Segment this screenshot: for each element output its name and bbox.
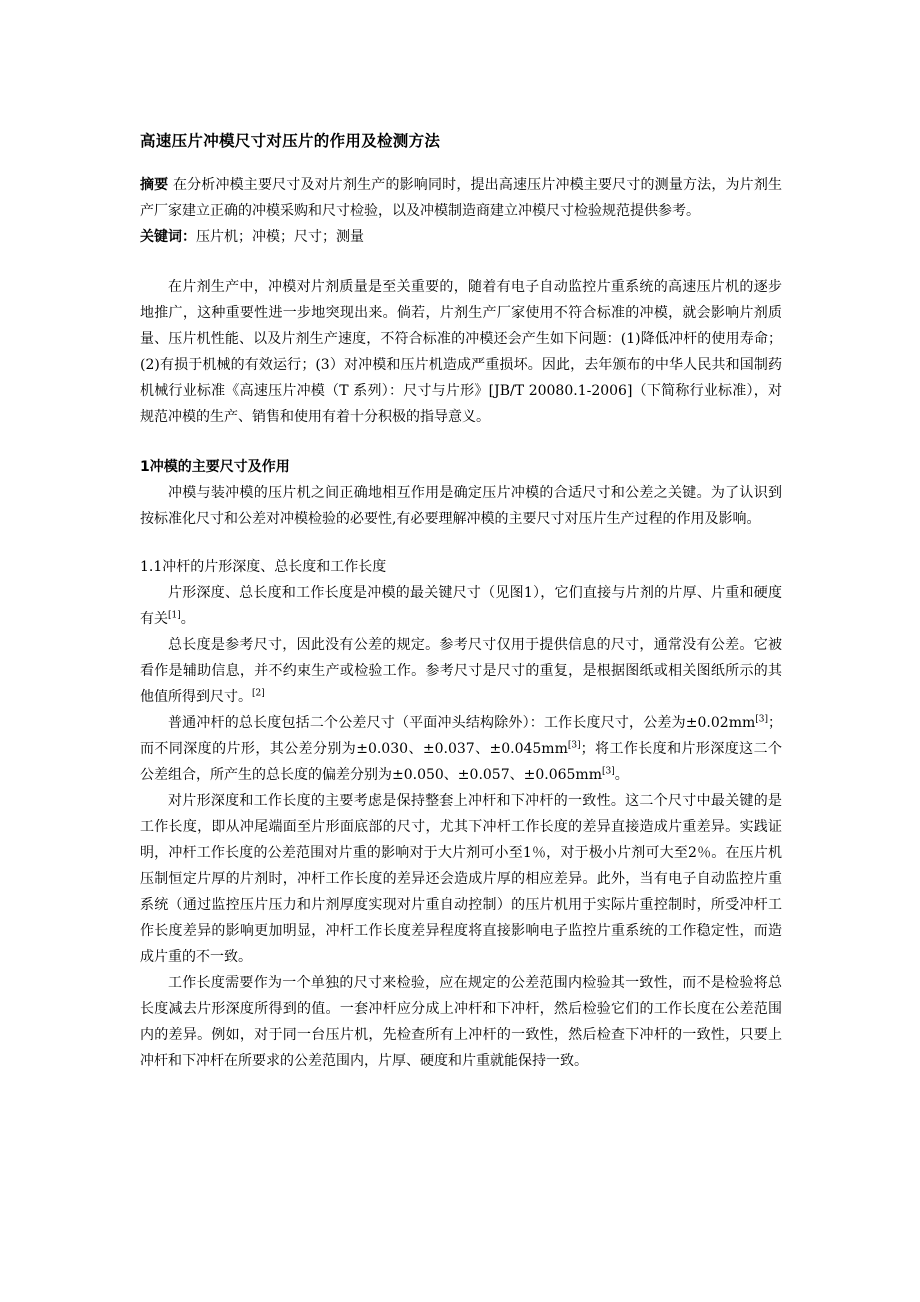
section-1-1-paragraph-4: 对片形深度和工作长度的主要考虑是保持整套上冲杆和下冲杆的一致性。这二个尺寸中最关键的是工作长度，即从冲尾端面至片形面底部的尺寸，尤其下冲杆工作长度的差异直接造成片重差异。实践证明，冲杆工作长度的公差范围对片重的影响对于大片剂可小至1％，对于极小片剂可大至2％。在压片机压制恒定片厚的片剂时，冲杆工作长度的差异还会造成片厚的相应差异。此外，当有电子自动监控片重系统（通过监控压片压力和片剂厚度实现对片重自动控制）的压片机用于实际片重控制时，所受冲杆工作长度差异的影响更加明显，冲杆工作长度差异程度将直接影响电子监控片重系统的工作稳定性，而造成片重的不一致。 [140,793,782,965]
intro-paragraph: 在片剂生产中，冲模对片剂质量是至关重要的，随着有电子自动监控片重系统的高速压片机的逐步地推广，这种重要性进一步地突现出来。倘若，片剂生产厂家使用不符合标准的冲模，就会影响片剂质量、压片机性能、以及片剂生产速度，不符合标准的冲模还会产生如下问题：(1)降低冲杆的使用寿命；(2)有损于机械的有效运行；(3）对冲模和压片机造成严重损坏。因此，去年颁布的中华人民共和国制药机械行业标准《高速压片冲模（T 系列）：尺寸与片形》[JB/T 20080.1-2006]（下简称行业标准），对规范冲模的生产、销售和使用有着十分积极的指导意义。 [140,279,782,425]
keywords-text: 压片机；冲模；尺寸；测量 [196,229,364,245]
p3-text-d: 。 [614,767,629,783]
abstract-label: 摘要 [140,177,169,193]
p3-text-a: 普通冲杆的总长度包括二个公差尺寸（平面冲头结构除外）：工作长度尺寸，公差为±0.02mm [168,715,756,731]
citation-ref: [3] [567,740,581,751]
section-1-1-paragraph-1 [140,580,782,632]
section-1-1-heading: 1.1冲杆的片形深度、总长度和工作长度 [140,559,387,575]
p2-text: 总长度是参考尺寸，因此没有公差的规定。参考尺寸仅用于提供信息的尺寸，通常没有公差。它被看作是辅助信息，并不约束生产或检验工作。参考尺寸是尺寸的重复，是根据图纸或相关图纸所示的其他值所得到尺寸。 [140,637,782,705]
citation-ref: [3] [755,714,768,725]
keywords [140,224,782,250]
abstract [140,172,782,224]
p3-text-c: ；将工作长度和片形深度这二个公差组合，所产生的总长度的偏差分别为±0.050、±0.057、±0.065mm [140,741,782,783]
p3-text-b: ；而不同深度的片形，其公差分别为±0.030、±0.037、±0.045mm [140,715,782,757]
document-title: 高速压片冲模尺寸对压片的作用及检测方法 [140,132,441,150]
p1-end: 。 [180,611,195,627]
keywords-label: 关键词： [140,229,196,245]
section-1-1-paragraph-5: 工作长度需要作为一个单独的尺寸来检验，应在规定的公差范围内检验其一致性，而不是检验将总长度减去片形深度所得到的值。一套冲杆应分成上冲杆和下冲杆，然后检验它们的工作长度在公差范围内的差异。例如，对于同一台压片机，先检查所有上冲杆的一致性，然后检查下冲杆的一致性，只要上冲杆和下冲杆在所要求的公差范围内，片厚、硬度和片重就能保持一致。 [140,975,782,1069]
citation-ref: [3] [601,766,615,777]
document-page [140,126,782,1074]
section-1-1-paragraph-3 [140,710,782,788]
citation-ref: [1] [168,610,181,621]
citation-ref: [2] [252,688,265,699]
section-1-heading: 1冲模的主要尺寸及作用 [140,459,290,475]
p1-text: 片形深度、总长度和工作长度是冲模的最关键尺寸（见图1），它们直接与片剂的片厚、片重和硬度有关 [140,585,782,627]
abstract-text: 在分析冲模主要尺寸及对片剂生产的影响同时，提出高速压片冲模主要尺寸的测量方法，为片剂生产厂家建立正确的冲模采购和尺寸检验，以及冲模制造商建立冲模尺寸检验规范提供参考。 [140,177,783,219]
section-1-paragraph: 冲模与装冲模的压片机之间正确地相互作用是确定压片冲模的合适尺寸和公差之关键。为了认识到按标准化尺寸和公差对冲模检验的必要性,有必要理解冲模的主要尺寸对压片生产过程的作用及影响。 [140,485,782,527]
section-1-1-paragraph-2 [140,632,782,710]
